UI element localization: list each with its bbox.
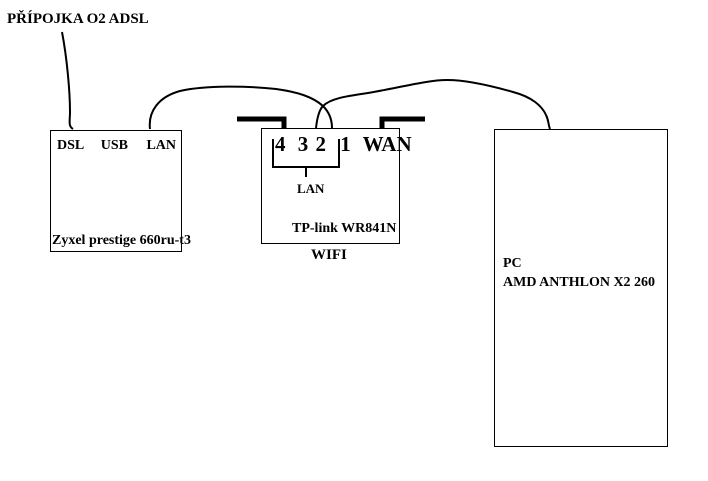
modem-ports-row <box>57 139 176 153</box>
modem-port-dsl-label: DSL <box>57 138 85 153</box>
connection-label: PŘÍPOJKA O2 ADSL <box>7 11 149 27</box>
router-lan-port-4-label: 4 <box>275 132 286 156</box>
lan-ports-bracket-tick <box>305 168 307 177</box>
modem-name-label: Zyxel prestige 660ru-t3 <box>52 233 191 248</box>
right-antenna-icon <box>382 119 425 128</box>
pc-cpu-label: AMD ANTHLON X2 260 <box>503 275 656 290</box>
modem-router-cable-line <box>150 87 332 129</box>
lan-group-label: LAN <box>297 181 325 196</box>
router-name-label: TP-link WR841N <box>292 221 397 236</box>
router-pc-cable-line <box>316 80 550 129</box>
left-antenna-icon <box>237 119 284 128</box>
router-lan-port-3-label: 3 <box>297 132 309 156</box>
lan-ports-bracket <box>272 139 340 168</box>
wifi-label: WIFI <box>311 247 347 263</box>
router-lan-port-1-label: 1 <box>340 132 351 156</box>
pc-label: PC <box>503 256 522 271</box>
adsl-cable-line <box>62 32 73 129</box>
modem-port-usb-label: USB <box>100 138 128 153</box>
modem-port-lan-label: LAN <box>146 138 177 153</box>
router-lan-port-2-label: 2 <box>315 132 326 156</box>
router-wan-port-label: WAN <box>362 132 412 156</box>
